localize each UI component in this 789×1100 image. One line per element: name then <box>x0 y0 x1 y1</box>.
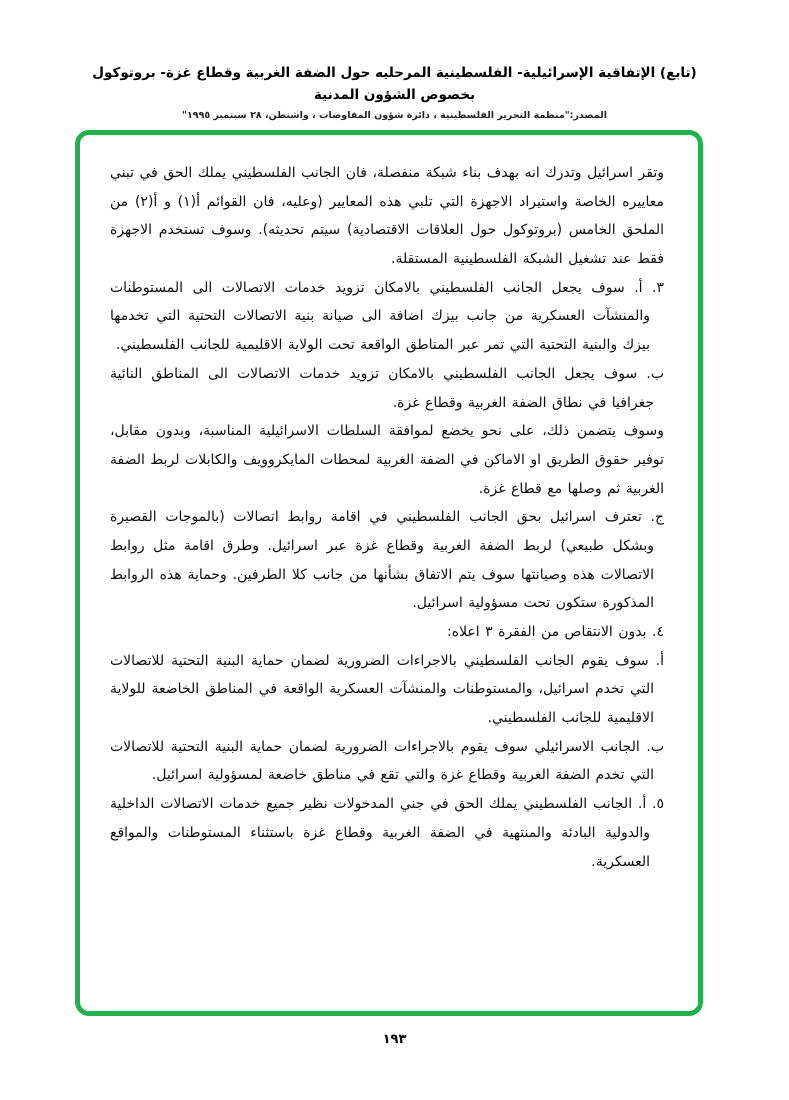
paragraph: وسوف يتضمن ذلك، على نحو يخضع لموافقة السلطات الاسرائيلية المناسبة، وبدون مقابل، توفير حقوق الطريق او الاماكن في الضفة الغربية لمحطات المايكروويف والكابلات لربط الضفة الغربية ثم وصلها مع قطاع غزة. <box>110 423 664 497</box>
paragraph: ب. سوف يجعل الجانب الفلسطيني بالامكان تزويد خدمات الاتصالات الى المناطق النائية جغرافيا في نطاق الضفة الغربية وقطاع غزة. <box>110 365 664 411</box>
paragraph: ب. الجانب الاسرائيلي سوف يقوم بالاجراءات الضرورية لضمان حماية البنية التحتية للاتصالات التي تخدم الضفة الغربية وقطاع غزة والتي تقع في مناطق خاضعة لمسؤولية اسرائيل. <box>110 738 664 784</box>
source-line: المصدر:"منظمة التحرير الفلسطينية ، دائرة شؤون المفاوضات ، واشنطن، ٢٨ سبتمبر ١٩٩٥" <box>182 109 607 121</box>
paragraph: ٤. بدون الانتقاص من الفقرة ٣ اعلاه: <box>447 624 664 640</box>
paragraph: أ. سوف يقوم الجانب الفلسطيني بالاجراءات الضرورية لضمان حماية البنية التحتية للاتصالات التي تخدم اسرائيل، والمستوطنات والمنشآت العسكرية الواقعة في المناطق الخاضعة للولاية الاقليمية للجانب الفلسطيني. <box>110 652 664 727</box>
paragraph: ٣. أ. سوف يجعل الجانب الفلسطيني بالامكان تزويد خدمات الاتصالات الى المستوطنات والمنشآت العسكرية من جانب بيزك اضافة الى صيانة بنية الاتصالات التحتية التي تخدمها بيزك والبنية التحتية التي تمر عبر المناطق الواقعة تحت الولاية الاقليمية للجانب الفلسطيني. <box>110 279 664 354</box>
paragraph: وتقر اسرائيل وتدرك انه بهدف بناء شبكة منفصلة، فان الجانب الفلسطيني يملك الحق في تبني معاييره الخاصة واستيراد الاجهزة التي تلبي هذه المعايير (وعليه، فان القوائم أ(١) و أ(٢) من الملحق الخامس (بروتوكول حول العلاقات الاقتصادية) سيتم تحديثه). وسوف تستخدم الاجهزة فقط عند تشغيل الشبكة الفلسطينية المستقلة. <box>110 165 664 268</box>
page-number: ١٩٣ <box>382 1032 407 1047</box>
content-box <box>75 130 703 1016</box>
paragraph: ٥. أ. الجانب الفلسطيني يملك الحق في جني المدخولات نظير جميع خدمات الاتصالات الداخلية والدولية البادئة والمنتهية في الضفة الغربية وقطاع غزة باستثناء المستوطنات والمواقع العسكرية. <box>110 796 664 870</box>
paragraph: ج. تعترف اسرائيل بحق الجانب الفلسطيني في اقامة روابط اتصالات (بالموجات القصيرة وبشكل طبيعي) لربط الضفة الغربية وقطاع غزة عبر اسرائيل. وطرق اقامة مثل روابط الاتصالات هذه وصيانتها سوف يتم الاتفاق بشأنها من جانب كلا الطرفين. وحماية هذه الروابط المذكورة ستكون تحت مسؤولية اسرائيل. <box>110 509 664 612</box>
document-title: (تابع) الإتفاقية الإسرائيلية- الفلسطينية المرحليه حول الضفة الغربية وقطاع غزة- بروتوكول بخصوص الشؤون المدنية <box>92 65 697 104</box>
body-text <box>110 159 664 876</box>
page-header <box>0 62 789 121</box>
